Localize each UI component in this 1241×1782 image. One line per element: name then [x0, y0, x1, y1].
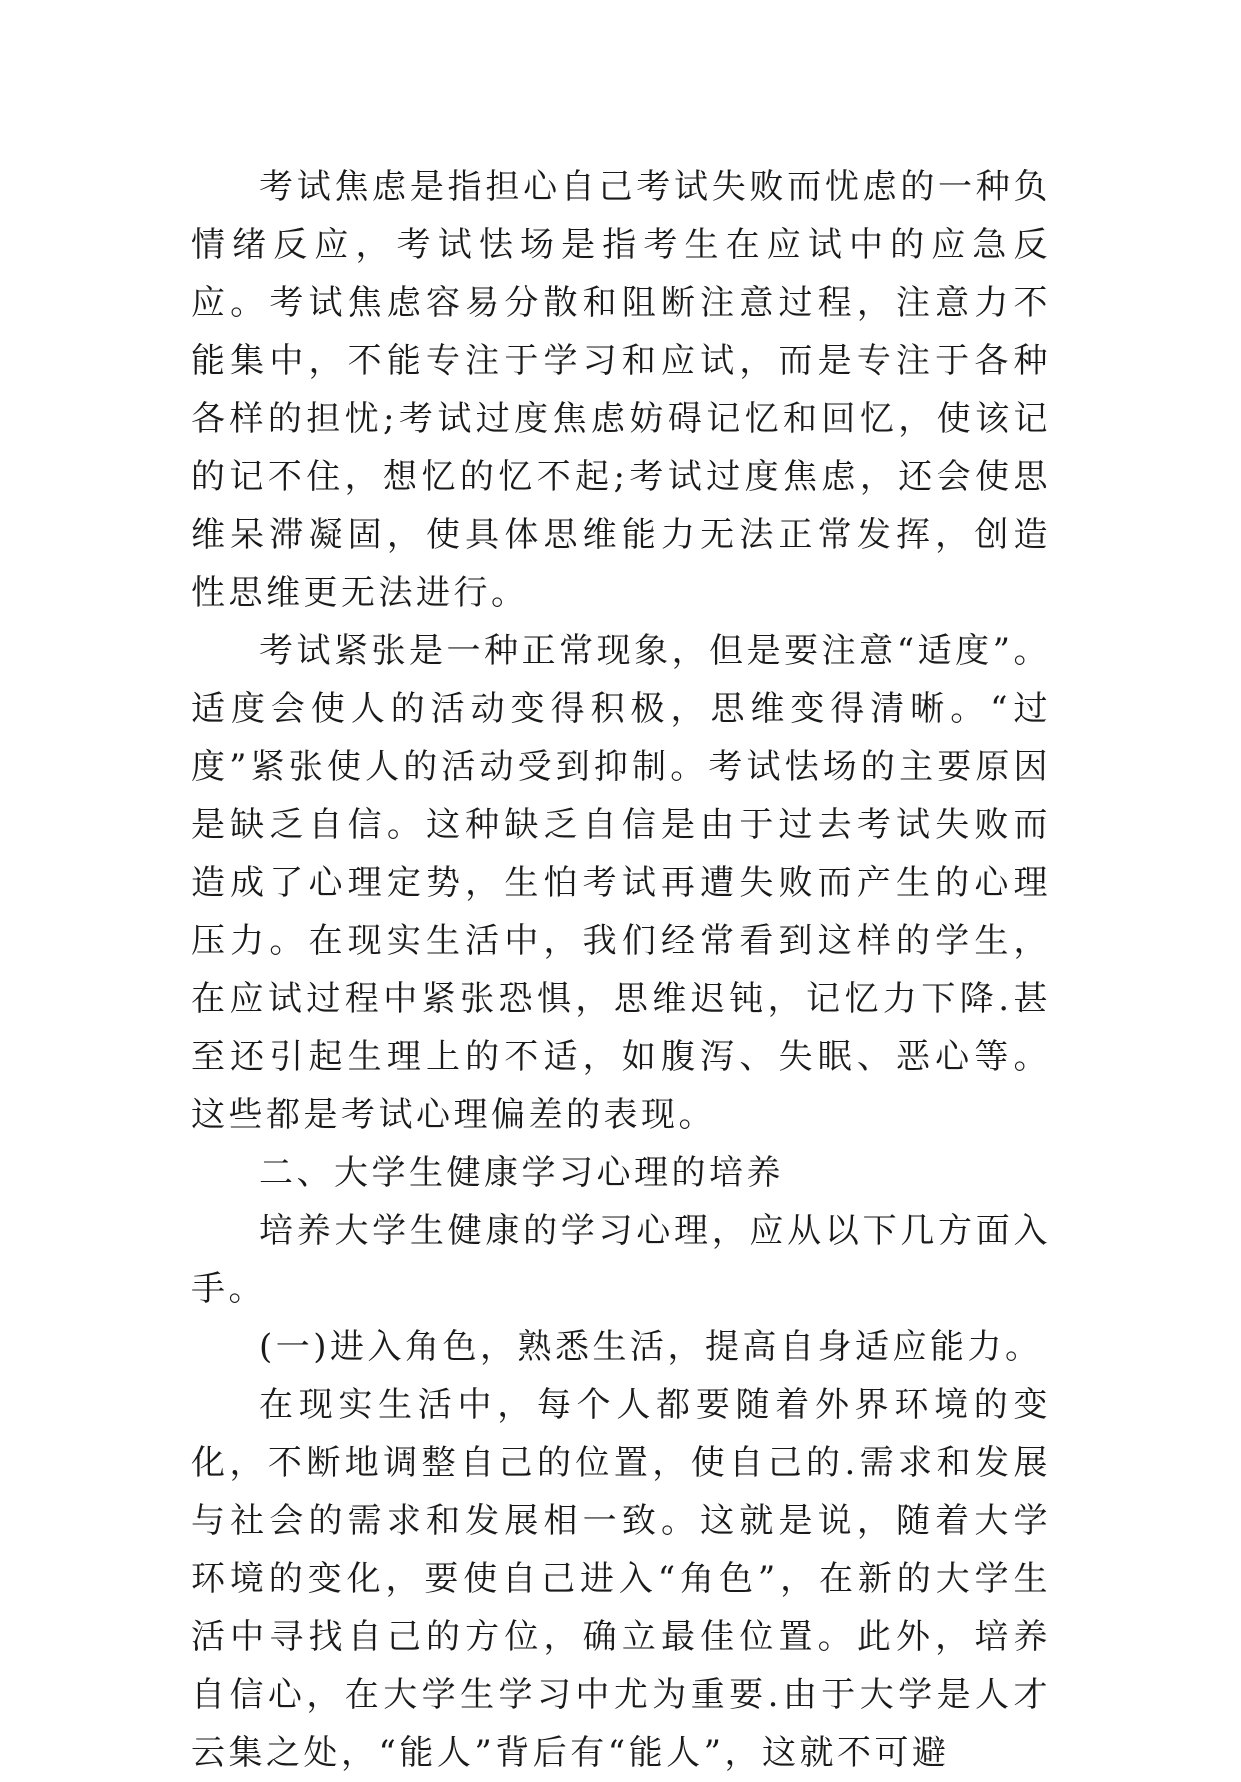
paragraph-exam-anxiety: 考试焦虑是指担心自己考试失败而忧虑的一种负情绪反应，考试怯场是指考生在应试中的应急反应。考试焦虑容易分散和阻断注意过程，注意力不能集中，不能专注于学习和应试，而是专注于各种各样的担忧;考试过度焦虑妨碍记忆和回忆，使该记的记不住，想忆的忆不起;考试过度焦虑，还会使思维呆滞凝固，使具体思维能力无法正常发挥，创造性思维更无法进行。: [191, 167, 1051, 613]
paragraph-role-adaptation: 在现实生活中，每个人都要随着外界环境的变化，不断地调整自己的位置，使自己的.需求和发展与社会的需求和发展相一致。这就是说，随着大学环境的变化，要使自己进入“角色”，在新的大学生活中寻找自己的方位，确立最佳位置。此外，培养自信心，在大学生学习中尤为重要.由于大学是人才云集之处，“能人”背后有“能人”，这就不可避: [191, 1385, 1051, 1773]
document-body: [191, 158, 1051, 1782]
paragraph-exam-tension: 考试紧张是一种正常现象，但是要注意“适度”。适度会使人的活动变得积极，思维变得清晰。“过度”紧张使人的活动受到抑制。考试怯场的主要原因是缺乏自信。这种缺乏自信是由于过去考试失败而造成了心理定势，生怕考试再遭失败而产生的心理压力。在现实生活中，我们经常看到这样的学生，在应试过程中紧张恐惧，思维迟钝，记忆力下降.甚至还引起生理上的不适，如腹泻、失眠、恶心等。这些都是考试心理偏差的表现。: [191, 631, 1051, 1135]
subsection-heading: (一)进入角色，熟悉生活，提高自身适应能力。: [259, 1327, 1043, 1367]
section-heading: 二、大学生健康学习心理的培养: [259, 1153, 784, 1193]
paragraph-intro: 培养大学生健康的学习心理，应从以下几方面入手。: [191, 1211, 1051, 1309]
